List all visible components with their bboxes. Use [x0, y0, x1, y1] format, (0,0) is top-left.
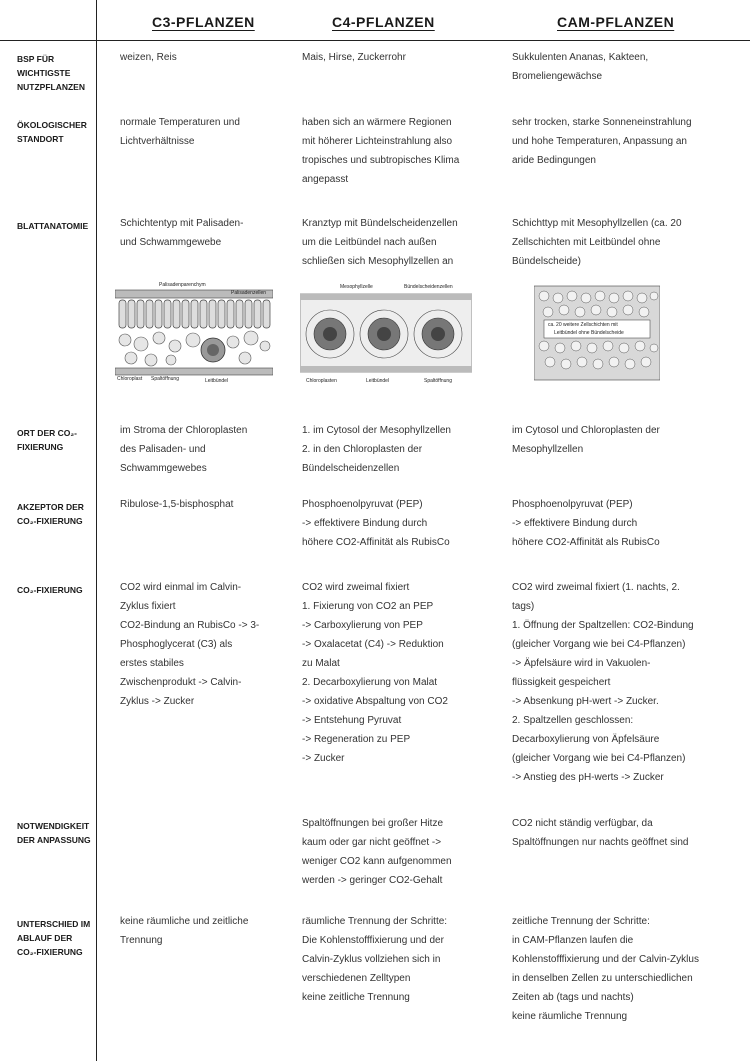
c4-fig-label-1: Mesophyllzelle: [340, 284, 373, 290]
cell-c4-notwendigkeit: Spaltöffnungen bei großer Hitze kaum oder gar nicht geöffnet -> weniger CO2 kann aufgenommen werden -> geringer CO2-Gehalt: [302, 818, 452, 886]
column-header-c4: C4-PFLANZEN: [332, 14, 435, 30]
c3-fig-label-5: Leitbündel: [205, 378, 229, 384]
cell-cam-notwendigkeit: CO2 nicht ständig verfügbar, da Spaltöffnungen nur nachts geöffnet sind: [512, 818, 689, 848]
cell-c4-ort-fixierung: 1. im Cytosol der Mesophyllzellen 2. in den Chloroplasten der Bündelscheidenzellen: [302, 425, 451, 474]
c4-fig-label-3: Chloroplasten: [306, 378, 337, 384]
cell-c4-blattanatomie: Kranztyp mit Bündelscheidenzellen um die Leitbündel nach außen schließen sich Mesophyllzellen an: [302, 218, 458, 267]
row-label-akzeptor: AKZEPTOR DER CO₂-FIXIERUNG: [17, 502, 84, 526]
c3-leaf-diagram: [115, 280, 273, 388]
row-label-blattanatomie: BLATTANATOMIE: [17, 221, 89, 231]
cell-c4-akzeptor: Phosphoenolpyruvat (PEP) -> effektivere Bindung durch höhere CO2-Affinität als RubisCo: [302, 499, 450, 548]
column-header-cam: CAM-PFLANZEN: [557, 14, 675, 30]
cell-c4-unterschied: räumliche Trennung der Schritte: Die Kohlenstofffixierung und der Calvin-Zyklus vollziehen sich in verschiedenen Zelltypen keine zeitliche Trennung: [302, 916, 448, 1003]
cell-cam-unterschied: zeitliche Trennung der Schritte: in CAM-Pflanzen laufen die Kohlenstofffixierung und der Calvin-Zyklus in denselben Zellen zu unterschiedlichen Zeiten ab (tags und nachts) keine räumliche Trennung: [512, 916, 699, 1022]
row-label-beispiele: BSP FÜR WICHTIGSTE NUTZPFLANZEN: [17, 54, 85, 92]
cell-cam-blattanatomie: Schichttyp mit Mesophyllzellen (ca. 20 Zellschichten mit Leitbündel ohne Bündelscheide): [512, 218, 682, 267]
cell-c3-co2-fixierung: CO2 wird einmal im Calvin- Zyklus fixiert CO2-Bindung an RubisCo -> 3- Phosphoglycerat (C3) als erstes stabiles Zwischenprodukt -> Calvin- Zyklus -> Zucker: [120, 582, 260, 707]
cell-cam-standort: sehr trocken, starke Sonneneinstrahlung und hohe Temperaturen, Anpassung an aride Bedingungen: [512, 117, 692, 166]
cell-c3-akzeptor: Ribulose-1,5-bisphosphat: [120, 499, 234, 510]
cell-cam-akzeptor: Phosphoenolpyruvat (PEP) -> effektivere Bindung durch höhere CO2-Affinität als RubisCo: [512, 499, 660, 548]
c3-fig-label-2: Palisadenzellen: [231, 290, 267, 296]
figure-c4-leaf-crosssection: [300, 280, 472, 388]
c3-fig-label-1: Palisadenparenchym: [159, 282, 206, 288]
c4-fig-label-5: Spaltöffnung: [424, 378, 452, 384]
header-divider: [0, 40, 750, 41]
c3-fig-label-3: Chloroplast: [117, 376, 143, 382]
c3-fig-label-4: Spaltöffnung: [151, 376, 179, 382]
cell-c4-co2-fixierung: CO2 wird zweimal fixiert 1. Fixierung von CO2 an PEP -> Carboxylierung von PEP -> Oxalacetat (C4) -> Reduktion zu Malat 2. Decarboxylierung von Malat -> oxidative Abspaltung von CO2 -> Entstehung Pyruvat -> Regeneration zu PEP -> Zucker: [302, 582, 448, 764]
cam-fig-label-1: ca. 20 weitere Zellschichten mit: [548, 322, 618, 328]
c4-fig-label-2: Bündelscheidenzellen: [404, 284, 453, 290]
c4-leaf-diagram: [300, 280, 472, 388]
figure-c3-leaf-crosssection: [115, 280, 273, 388]
figure-cam-leaf-crosssection: [534, 280, 660, 386]
cell-c3-ort-fixierung: im Stroma der Chloroplasten des Palisaden- und Schwammgewebes: [120, 425, 248, 474]
cam-fig-label-2: Leitbündel ohne Bündelscheide: [554, 330, 624, 336]
cell-c4-beispiele: Mais, Hirse, Zuckerrohr: [302, 52, 406, 63]
column-header-c3: C3-PFLANZEN: [152, 14, 255, 30]
row-label-notwendigkeit: NOTWENDIGKEIT DER ANPASSUNG: [17, 821, 91, 845]
label-column-divider: [96, 0, 97, 1061]
cell-c3-blattanatomie: Schichtentyp mit Palisaden- und Schwammgewebe: [120, 218, 244, 248]
cell-c3-beispiele: weizen, Reis: [120, 52, 177, 63]
c4-fig-label-4: Leitbündel: [366, 378, 390, 384]
cell-cam-ort-fixierung: im Cytosol und Chloroplasten der Mesophyllzellen: [512, 425, 660, 455]
cell-cam-beispiele: Sukkulenten Ananas, Kakteen, Bromeliengewächse: [512, 52, 649, 82]
row-label-ort-fixierung: ORT DER CO₂-FIXIERUNG: [17, 428, 77, 452]
cell-c3-standort: normale Temperaturen und Lichtverhältnisse: [120, 117, 240, 147]
row-label-co2-fixierung: CO₂-FIXIERUNG: [17, 585, 83, 595]
cell-c3-unterschied: keine räumliche und zeitliche Trennung: [120, 916, 249, 946]
row-label-unterschied: UNTERSCHIED IM ABLAUF DER CO₂-FIXIERUNG: [17, 919, 91, 957]
cell-c4-standort: haben sich an wärmere Regionen mit höherer Lichteinstrahlung also tropisches und subtropisches Klima angepasst: [302, 117, 460, 185]
cell-cam-co2-fixierung: CO2 wird zweimal fixiert (1. nachts, 2. tags) 1. Öffnung der Spaltzellen: CO2-Bindung (gleicher Vorgang wie bei C4-Pflanzen) -> Äpfelsäure wird in Vakuolen- flüssigkeit gespeichert -> Absenkung pH-wert -> Zucker. 2. Spaltzellen geschlossen: Decarboxylierung von Äpfelsäure (gleicher Vorgang wie bei C4-Pflanzen) -> Anstieg des pH-werts -> Zucker: [512, 582, 694, 783]
row-label-standort: ÖKOLOGISCHER STANDORT: [17, 120, 87, 144]
